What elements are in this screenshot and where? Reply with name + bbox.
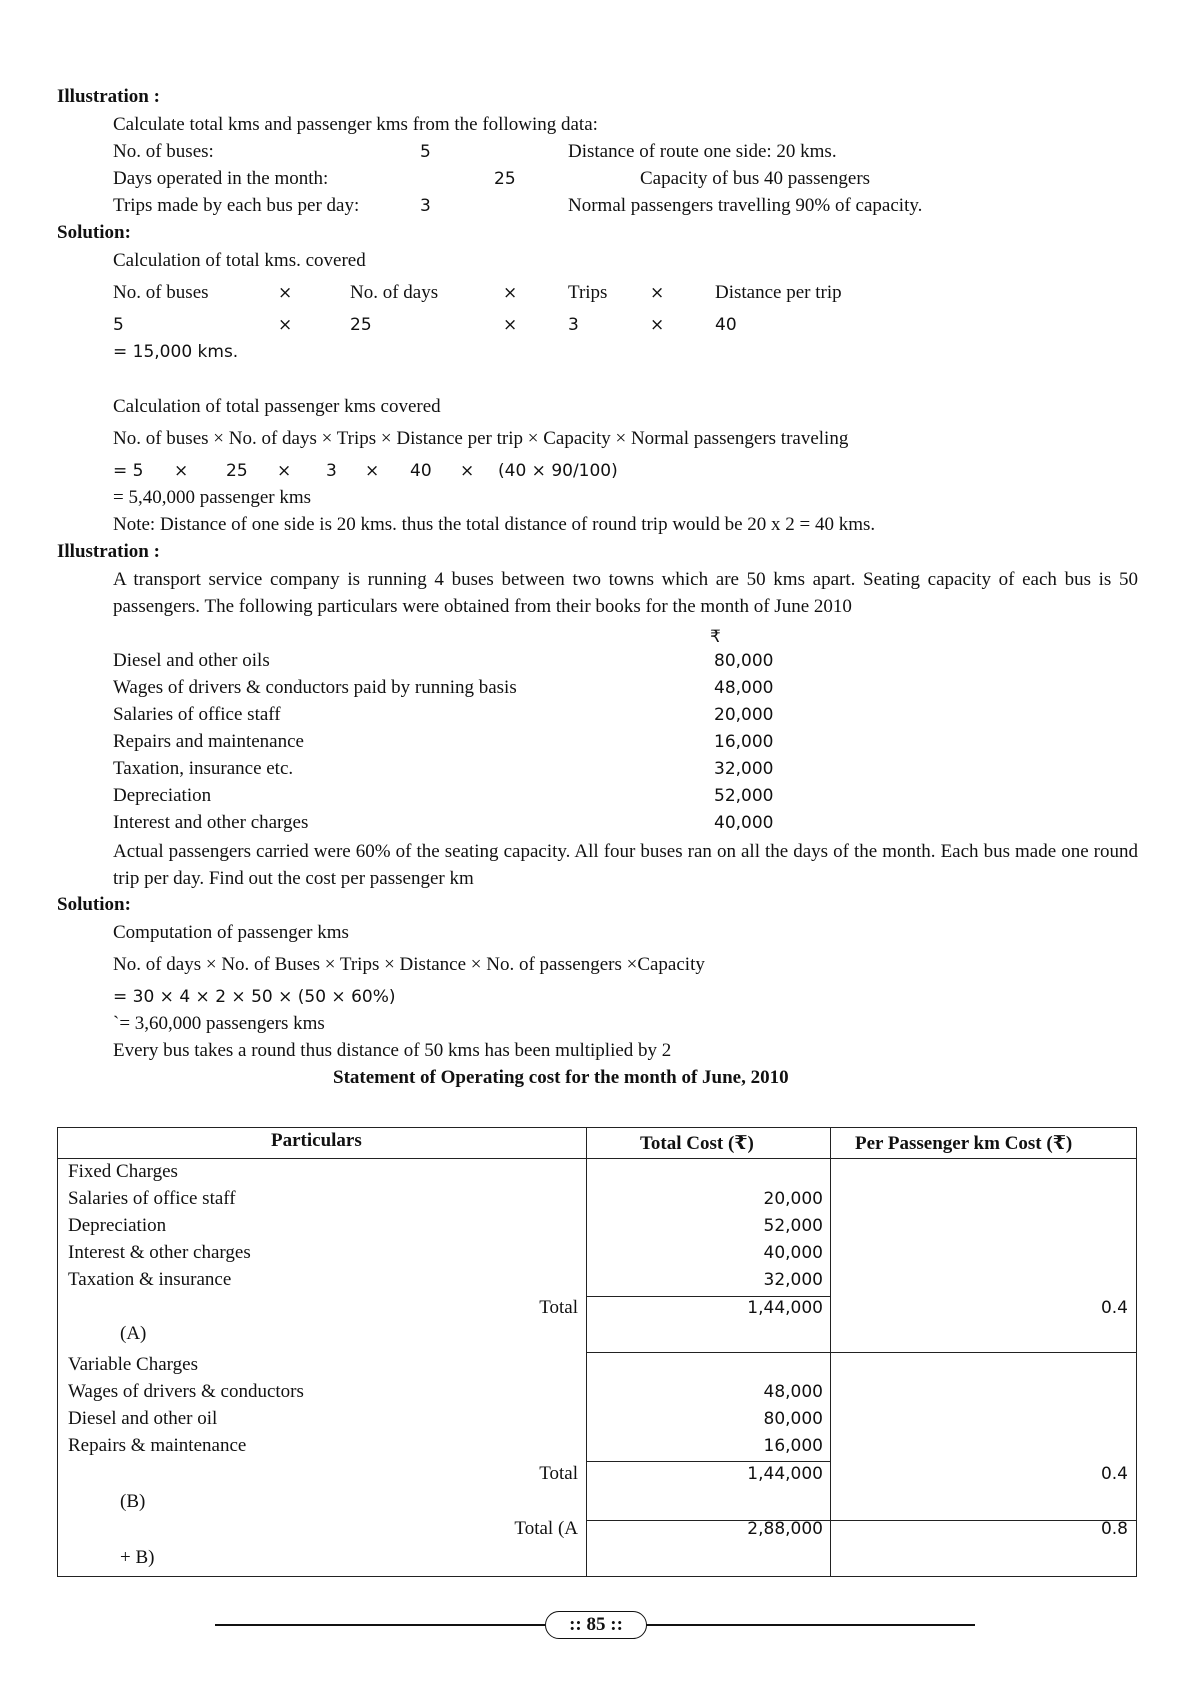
item-value: 40,000	[714, 813, 774, 833]
calc-header: Trips	[568, 282, 608, 303]
row-value: 52,000	[763, 1216, 823, 1236]
calc-formula: No. of buses × No. of days × Trips × Distance per trip × Capacity × Normal passengers traveling	[113, 428, 849, 449]
calc-header: No. of days	[350, 282, 439, 303]
grand-per-km-value: 0.8	[1100, 1519, 1128, 1539]
per-km-value: 0.4	[1100, 1298, 1128, 1318]
item-value: 32,000	[714, 759, 774, 779]
calc-value: 40	[410, 461, 432, 481]
data-label: Trips made by each bus per day:	[113, 195, 360, 216]
total-value: 1,44,000	[747, 1298, 823, 1318]
row-label: Diesel and other oil	[68, 1408, 218, 1429]
item-value: 80,000	[714, 651, 774, 671]
calc-value: 5	[113, 315, 124, 335]
total-suffix: (B)	[120, 1491, 146, 1512]
row-value: 40,000	[763, 1243, 823, 1263]
calc-value: 25	[226, 461, 248, 481]
row-label: Repairs & maintenance	[68, 1435, 247, 1456]
calc-formula: No. of days × No. of Buses × Trips × Distance × No. of passengers ×Capacity	[113, 954, 705, 975]
times-symbol: ×	[650, 315, 665, 335]
item-value: 20,000	[714, 705, 774, 725]
section-title: Variable Charges	[68, 1354, 198, 1375]
item-value: 16,000	[714, 732, 774, 752]
section-title: Fixed Charges	[68, 1161, 178, 1182]
note: Every bus takes a round thus distance of 50 kms has been multiplied by 2	[113, 1040, 672, 1061]
data-value: 3	[420, 196, 431, 216]
note: Note: Distance of one side is 20 kms. thus the total distance of round trip would be 20 x 2 = 40 kms.	[113, 514, 876, 535]
illustration-heading: Illustration :	[57, 86, 160, 107]
illustration-heading: Illustration :	[57, 541, 160, 562]
solution-heading: Solution:	[57, 894, 131, 915]
row-value: 48,000	[763, 1382, 823, 1402]
header-particulars: Particulars	[271, 1130, 362, 1151]
grand-total-label: Total (A	[514, 1518, 578, 1539]
statement-title: Statement of Operating cost for the month of June, 2010	[333, 1067, 789, 1088]
item-label: Repairs and maintenance	[113, 731, 304, 752]
footer-rule-right	[645, 1624, 975, 1626]
per-km-value: 0.4	[1100, 1464, 1128, 1484]
calc-value: 25	[350, 315, 372, 335]
calc-result: = 5,40,000 passenger kms	[113, 487, 312, 508]
calc-result: `= 3,60,000 passengers kms	[113, 1013, 325, 1034]
grand-total-suffix: + B)	[120, 1547, 155, 1568]
data-value: 25	[494, 169, 516, 189]
times-symbol: ×	[277, 461, 292, 481]
footer-rule-left	[215, 1624, 545, 1626]
calc-value: = 5	[113, 461, 144, 481]
data-right: Capacity of bus 40 passengers	[640, 168, 871, 189]
row-label: Interest & other charges	[68, 1242, 251, 1263]
item-label: Diesel and other oils	[113, 650, 270, 671]
calc-value: 3	[568, 315, 579, 335]
total-value: 1,44,000	[747, 1464, 823, 1484]
currency-symbol: ₹	[710, 627, 721, 647]
illustration-intro: Calculate total kms and passenger kms from the following data:	[113, 114, 598, 135]
header-per-km: Per Passenger km Cost (₹)	[855, 1133, 1073, 1154]
item-value: 48,000	[714, 678, 774, 698]
header-total-cost: Total Cost (₹)	[640, 1133, 754, 1154]
total-suffix: (A)	[120, 1323, 147, 1344]
item-label: Depreciation	[113, 785, 212, 806]
times-symbol: ×	[503, 315, 518, 335]
row-label: Wages of drivers & conductors	[68, 1381, 304, 1402]
data-label: Days operated in the month:	[113, 168, 329, 189]
item-value: 52,000	[714, 786, 774, 806]
calc-value: 3	[326, 461, 337, 481]
row-value: 32,000	[763, 1270, 823, 1290]
operating-cost-table	[57, 1127, 1137, 1577]
solution-heading: Solution:	[57, 222, 131, 243]
calc-title: Calculation of total passenger kms covered	[113, 396, 441, 417]
data-label: No. of buses:	[113, 141, 214, 162]
times-symbol: ×	[278, 315, 293, 335]
times-symbol: ×	[503, 283, 518, 303]
item-label: Salaries of office staff	[113, 704, 281, 725]
total-label: Total	[539, 1463, 578, 1484]
times-symbol: ×	[365, 461, 380, 481]
times-symbol: ×	[174, 461, 189, 481]
calc-header: Distance per trip	[715, 282, 842, 303]
illustration-closing: Actual passengers carried were 60% of the seating capacity. All four buses ran on all the days of the month. Each bus made one round trip per day. Find out the cost per passenger km	[113, 841, 1138, 889]
row-value: 80,000	[763, 1409, 823, 1429]
page-number: :: 85 ::	[545, 1611, 647, 1639]
grand-total-value: 2,88,000	[747, 1519, 823, 1539]
row-value: 20,000	[763, 1189, 823, 1209]
total-label: Total	[539, 1297, 578, 1318]
row-label: Salaries of office staff	[68, 1188, 236, 1209]
calc-values: = 30 × 4 × 2 × 50 × (50 × 60%)	[113, 987, 396, 1007]
calc-value: 40	[715, 315, 737, 335]
item-label: Wages of drivers & conductors paid by running basis	[113, 677, 517, 698]
data-right: Normal passengers travelling 90% of capacity.	[568, 195, 923, 216]
calc-result: = 15,000 kms.	[113, 342, 239, 362]
row-value: 16,000	[763, 1436, 823, 1456]
calc-value: (40 × 90/100)	[498, 461, 618, 481]
data-value: 5	[420, 142, 431, 162]
times-symbol: ×	[460, 461, 475, 481]
item-label: Interest and other charges	[113, 812, 309, 833]
row-label: Depreciation	[68, 1215, 167, 1236]
data-right: Distance of route one side: 20 kms.	[568, 141, 837, 162]
row-label: Taxation & insurance	[68, 1269, 232, 1290]
times-symbol: ×	[650, 283, 665, 303]
calc-title: Calculation of total kms. covered	[113, 250, 366, 271]
illustration-text: A transport service company is running 4 buses between two towns which are 50 kms apart. Seating capacity of each bus is 50 passengers. The following particulars were obtained from their books for the month of June 2010	[113, 569, 1138, 617]
times-symbol: ×	[278, 283, 293, 303]
calc-header: No. of buses	[113, 282, 209, 303]
calc-title: Computation of passenger kms	[113, 922, 349, 943]
item-label: Taxation, insurance etc.	[113, 758, 294, 779]
